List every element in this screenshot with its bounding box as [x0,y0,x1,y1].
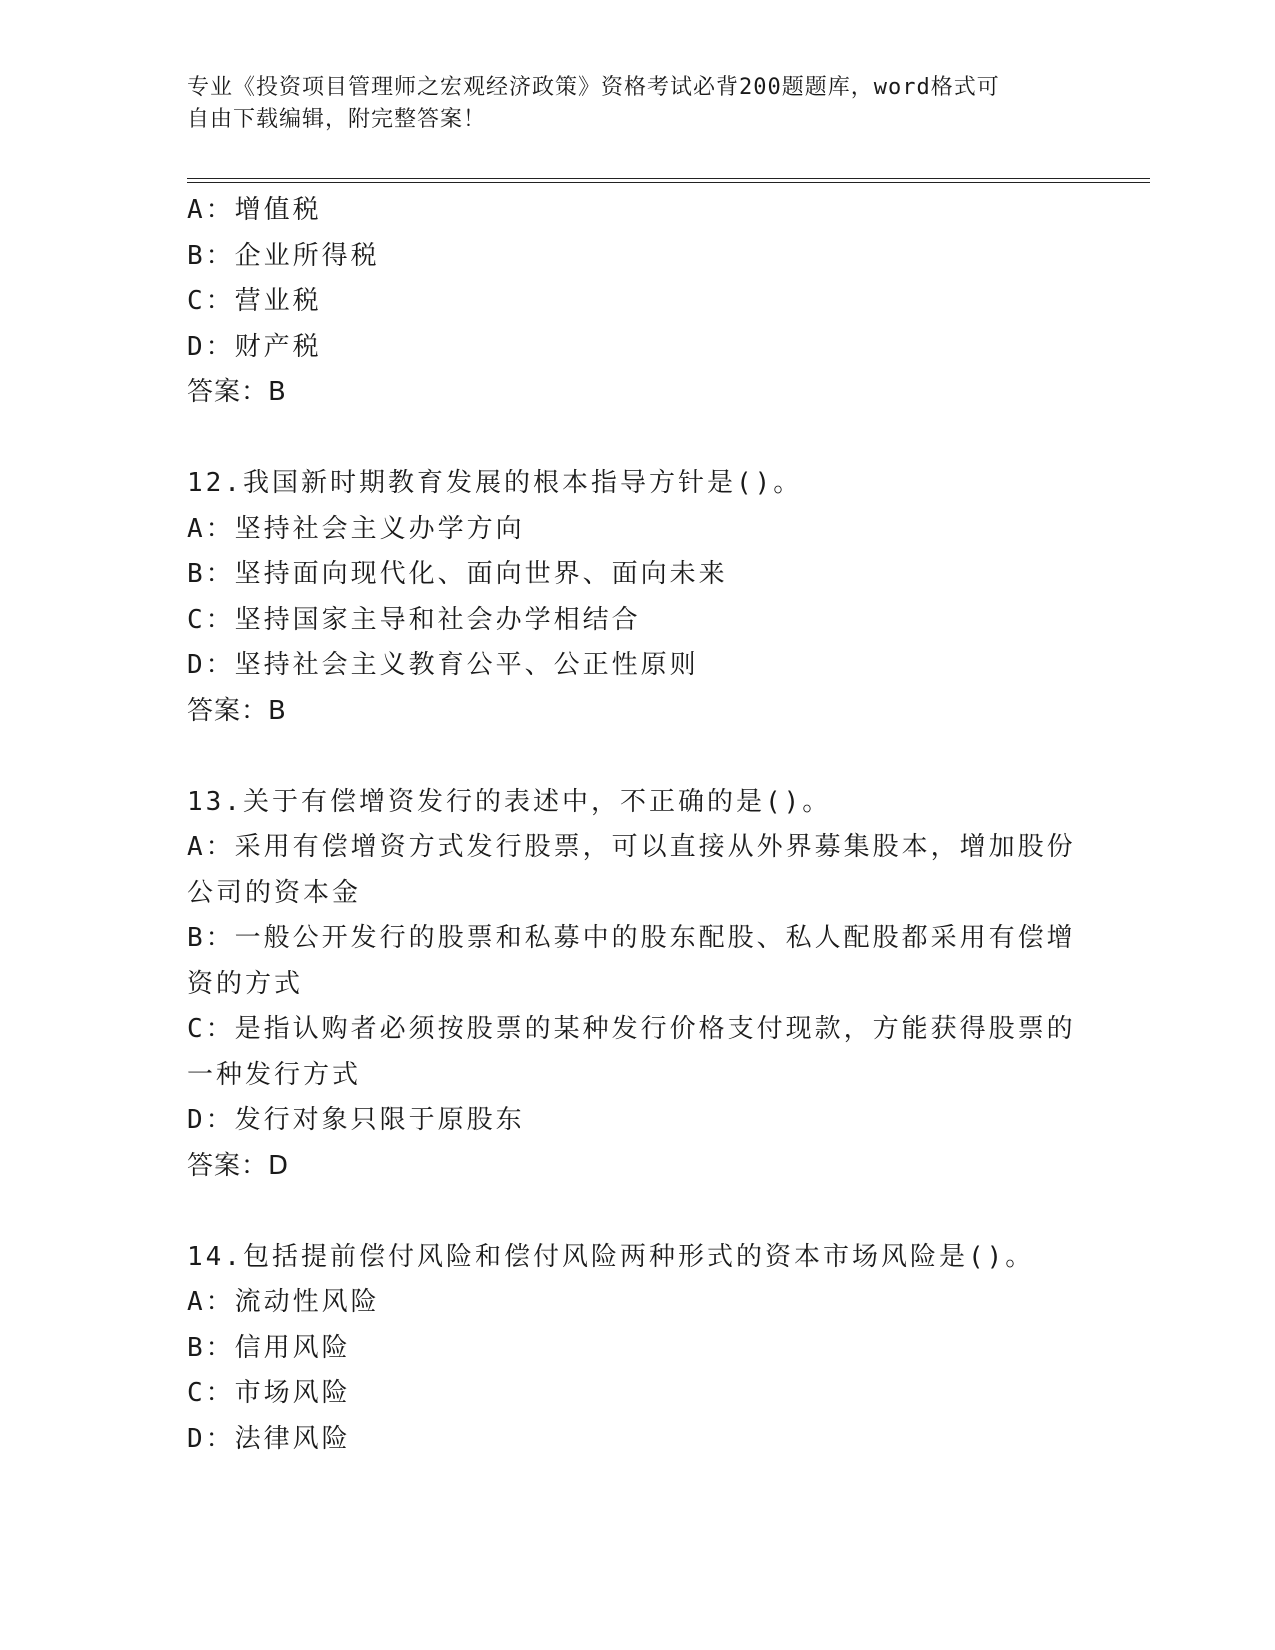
option-b: B：信用风险 [187,1332,351,1363]
header-divider [187,178,1150,183]
option-d: D：坚持社会主义教育公平、公正性原则 [187,650,699,680]
option-a: A：流动性风险 [187,1287,380,1317]
option-c: C：是指认购者必须按股票的某种发行价格支付现款，方能获得股票的 [187,1014,1076,1044]
answer: 答案：B [187,377,287,407]
header-line-1: 专业《投资项目管理师之宏观经济政策》资格考试必背200题题库，word格式可 [187,75,1000,100]
option-a: A：采用有偿增资方式发行股票，可以直接从外界募集股本，增加股份 [187,832,1076,862]
spacer [187,1189,1087,1235]
option-b: B：企业所得税 [187,240,380,271]
option-a-continued: 公司的资本金 [187,877,362,908]
question-text: 12.我国新时期教育发展的根本指导方针是()。 [187,468,803,498]
question-13 [187,780,1087,1190]
question-text: 14.包括提前偿付风险和偿付风险两种形式的资本市场风险是()。 [187,1241,1035,1272]
option-c-continued: 一种发行方式 [187,1059,362,1090]
question-12 [187,461,1087,734]
option-d: D：财产税 [187,331,322,362]
spacer [187,734,1087,780]
option-a: A：增值税 [187,195,322,225]
option-c: C：坚持国家主导和社会办学相结合 [187,604,641,635]
question-text: 13.关于有偿增资发行的表述中，不正确的是()。 [187,786,832,817]
answer: 答案：B [187,695,287,726]
document-header [187,72,1067,136]
question-list [187,188,1087,1462]
option-d: D：发行对象只限于原股东 [187,1105,525,1135]
question-14 [187,1235,1087,1463]
option-c: C：营业税 [187,286,322,316]
option-b: B：一般公开发行的股票和私募中的股东配股、私人配股都采用有偿增 [187,923,1076,953]
question-11 [187,188,1087,416]
option-d: D：法律风险 [187,1423,351,1454]
option-c: C：市场风险 [187,1378,351,1408]
header-line-2: 自由下载编辑，附完整答案！ [187,107,487,132]
option-a: A：坚持社会主义办学方向 [187,513,525,544]
option-b-continued: 资的方式 [187,968,304,999]
answer: 答案：D [187,1150,290,1181]
spacer [187,416,1087,462]
option-b: B：坚持面向现代化、面向世界、面向未来 [187,559,728,589]
